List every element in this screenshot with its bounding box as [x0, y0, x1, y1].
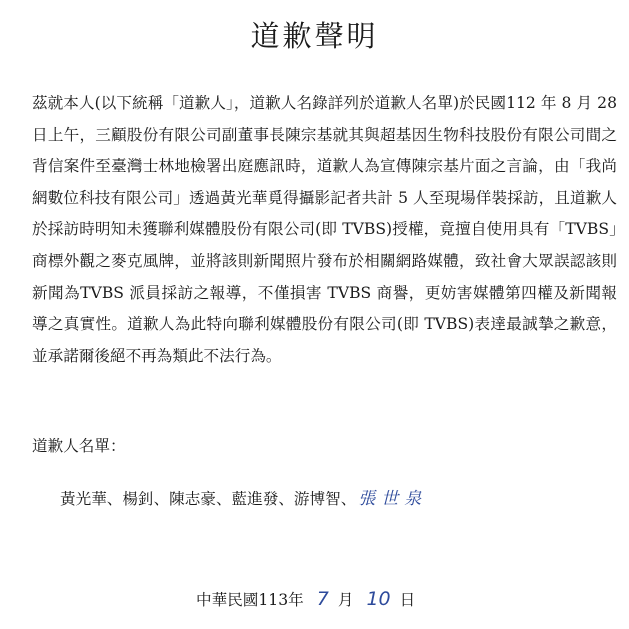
printed-signatories: 黃光華、楊釗、陳志豪、藍進發、游博智、: [60, 490, 357, 508]
statement-date: [196, 588, 415, 610]
date-month-label: 月: [337, 591, 354, 609]
signatory-list: [60, 484, 427, 509]
document-title: 道歉聲明: [250, 19, 379, 53]
date-month-handwritten: 7: [316, 588, 329, 610]
date-prefix: 中華民國113年: [196, 591, 304, 609]
handwritten-signatory: 張世泉: [358, 489, 428, 509]
date-day-handwritten: 10: [366, 588, 391, 610]
statement-body: 茲就本人(以下統稱「道歉人」，道歉人名錄詳列於道歉人名單)於民國112 年 8 月 28 日上午，三顧股份有限公司副董事長陳宗基就其與超基因生物科技股份有限公司間之背信案件至臺灣士林地檢署出庭應訊時，道歉人為宣傳陳宗基片面之言論，由「我尚網數位科技有限公司」透過黃光華覓得攝影記者共計 5 人至現場佯裝採訪，且道歉人於採訪時明知未獲聯利媒體股份有限公司(即 TVBS)授權，竟擅自使用具有「TVBS」商標外觀之麥克風牌，並將該則新聞照片發布於相關網路媒體，致社會大眾誤認該則新聞為TVBS 派員採訪之報導，不僅損害 TVBS 商譽，更妨害媒體第四權及新聞報導之真實性。道歉人為此特向聯利媒體股份有限公司(即 TVBS)表達最誠摯之歉意，並承諾爾後絕不再為類此不法行為。: [32, 94, 617, 365]
signatory-list-heading: 道歉人名單：: [32, 437, 126, 455]
date-day-label: 日: [399, 591, 416, 609]
